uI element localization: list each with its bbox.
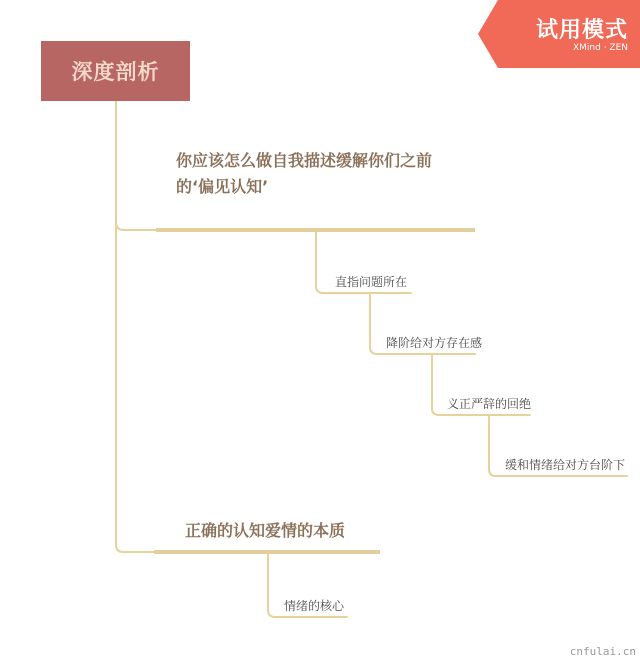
badge-title: 试用模式 bbox=[535, 18, 628, 43]
branch-title-line2: 的‘偏见认知’ bbox=[176, 177, 269, 196]
root-topic[interactable] bbox=[41, 41, 190, 101]
badge-brand: XMind · ZEN bbox=[572, 43, 628, 53]
trunk-line bbox=[116, 101, 154, 552]
branch-topic-love-essence[interactable]: 正确的认知爱情的本质 bbox=[185, 521, 346, 540]
subtopic-item[interactable]: 义正严辞的回绝 bbox=[447, 397, 532, 411]
subtopic-item[interactable]: 直指问题所在 bbox=[335, 275, 408, 289]
subtopic-item[interactable]: 缓和情绪给对方台阶下 bbox=[505, 458, 626, 472]
branch-topic-self-description[interactable] bbox=[176, 148, 432, 200]
subtopic-item[interactable]: 情绪的核心 bbox=[284, 599, 345, 613]
branch-title-line1: 你应该怎么做自我描述缓解你们之前 bbox=[176, 151, 433, 170]
branch1-connector bbox=[116, 222, 156, 230]
watermark: cnfulai.cn bbox=[569, 645, 636, 658]
trial-mode-badge bbox=[478, 0, 640, 68]
root-topic-label: 深度剖析 bbox=[71, 60, 160, 84]
subtopic-item[interactable]: 降阶给对方存在感 bbox=[386, 336, 483, 350]
